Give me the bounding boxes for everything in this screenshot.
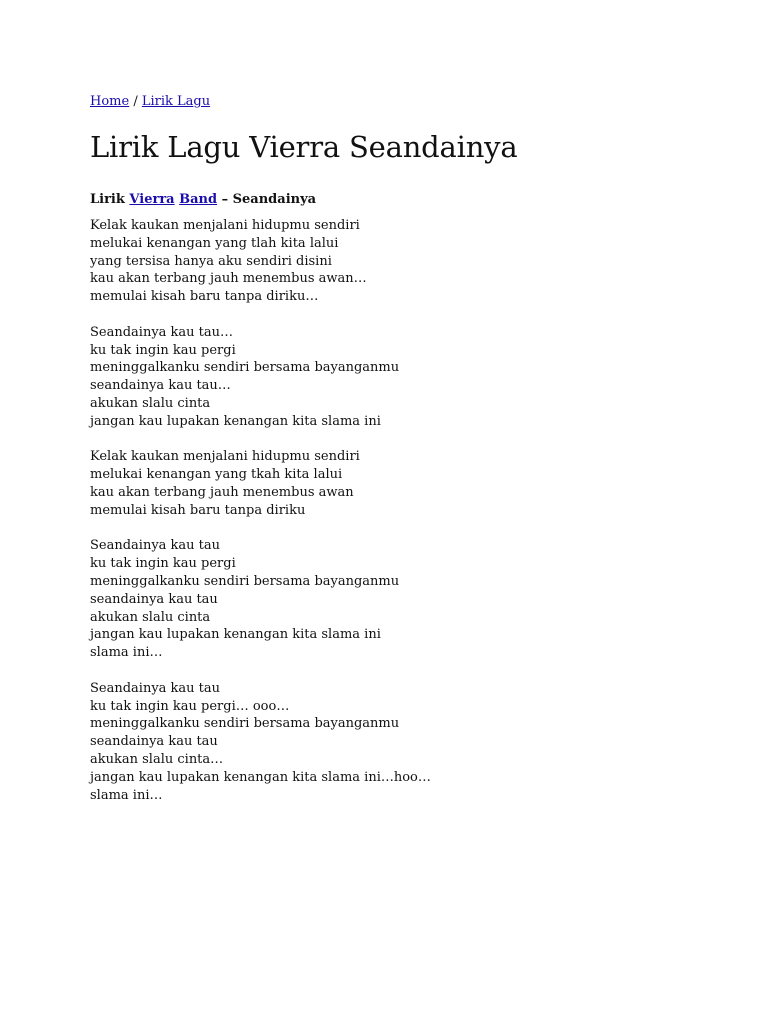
lyric-line: ku tak ingin kau pergi… ooo… [90, 698, 290, 714]
lyric-line: Seandainya kau tau… [90, 324, 234, 340]
subtitle-suffix: – Seandainya [217, 192, 317, 207]
lyrics-stanza [90, 680, 730, 805]
lyric-line: seandainya kau tau [90, 591, 218, 607]
lyric-line: akukan slalu cinta… [90, 751, 224, 767]
song-subtitle [90, 191, 730, 209]
lyric-line: ku tak ingin kau pergi [90, 556, 236, 572]
lyric-line: melukai kenangan yang tkah kita lalui [90, 467, 343, 483]
lyric-line: akukan slalu cinta [90, 395, 211, 411]
article [90, 93, 730, 822]
lyric-line: yang tersisa hanya aku sendiri disini [90, 253, 332, 269]
breadcrumb-separator: / [129, 94, 142, 109]
lyric-line: jangan kau lupakan kenangan kita slama ini [90, 413, 381, 429]
lyrics-stanza [90, 448, 730, 519]
lyric-line: melukai kenangan yang tlah kita lalui [90, 235, 339, 251]
lyrics-body [90, 217, 730, 804]
lyric-line: jangan kau lupakan kenangan kita slama ini [90, 627, 381, 643]
lyrics-stanza [90, 537, 730, 662]
page-title: Lirik Lagu Vierra Seandainya [90, 130, 518, 164]
lyric-line: akukan slalu cinta [90, 609, 211, 625]
artist-link[interactable]: Vierra [129, 192, 175, 207]
subtitle-prefix: Lirik [90, 192, 130, 207]
lyric-line: seandainya kau tau [90, 734, 218, 750]
lyric-line: slama ini… [90, 787, 163, 803]
breadcrumb-category-link[interactable]: Lirik Lagu [141, 94, 211, 109]
breadcrumb-home-link[interactable]: Home [90, 94, 130, 109]
lyric-line: Kelak kaukan menjalani hidupmu sendiri [90, 218, 360, 233]
lyric-line: kau akan terbang jauh menembus awan… [90, 271, 367, 287]
lyric-line: slama ini… [90, 645, 163, 661]
lyric-line: kau akan terbang jauh menembus awan [90, 484, 354, 500]
lyric-line: meninggalkanku sendiri bersama bayanganmu [90, 360, 400, 376]
lyric-line: ku tak ingin kau pergi [90, 342, 236, 358]
breadcrumb [90, 93, 730, 111]
lyrics-stanza [90, 217, 730, 306]
lyric-line: Seandainya kau tau [90, 538, 221, 554]
lyric-line: jangan kau lupakan kenangan kita slama ini…hoo… [90, 769, 431, 785]
lyric-line: Seandainya kau tau [90, 680, 221, 696]
lyric-line: memulai kisah baru tanpa diriku [90, 502, 306, 518]
lyric-line: seandainya kau tau… [90, 378, 231, 394]
lyrics-stanza [90, 324, 730, 431]
lyric-line: Kelak kaukan menjalani hidupmu sendiri [90, 449, 360, 465]
lyric-line: meninggalkanku sendiri bersama bayanganmu [90, 716, 400, 732]
band-link[interactable]: Band [179, 192, 218, 207]
lyric-line: memulai kisah baru tanpa diriku… [90, 289, 319, 305]
lyric-line: meninggalkanku sendiri bersama bayanganmu [90, 573, 400, 589]
